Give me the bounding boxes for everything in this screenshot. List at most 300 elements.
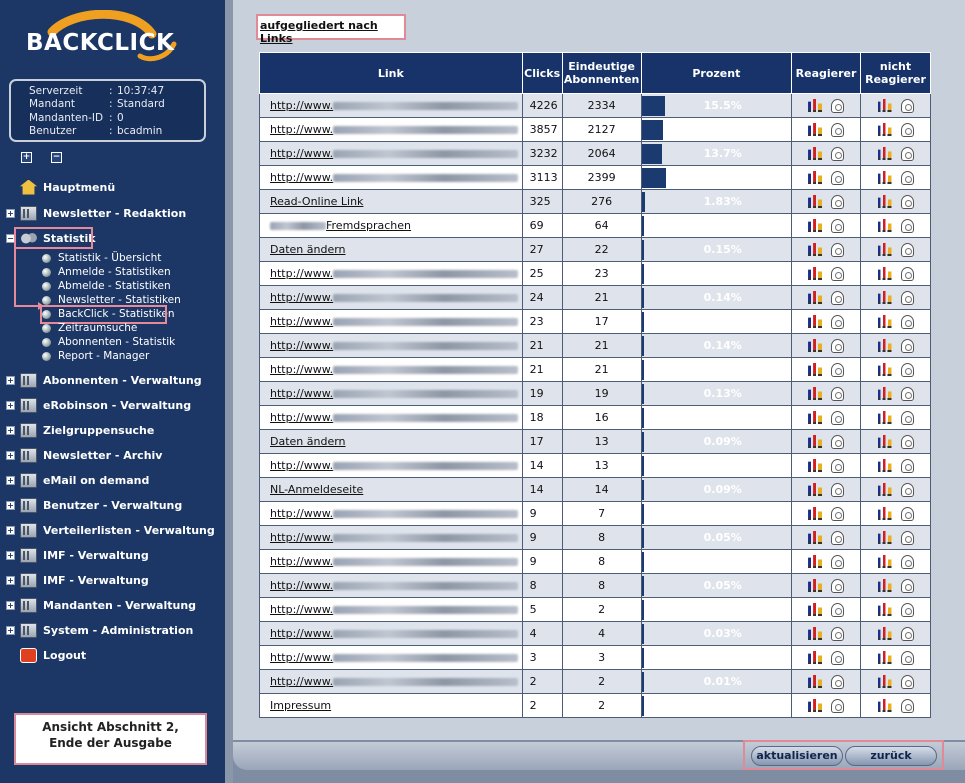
document-icon[interactable]	[901, 363, 914, 377]
percent-bar	[642, 192, 645, 212]
cabinet-icon	[20, 398, 37, 413]
submenu-backclick-statistiken[interactable]: BackClick - Statistiken	[42, 307, 175, 321]
document-icon[interactable]	[901, 171, 914, 185]
link-url[interactable]: http://www.	[270, 411, 518, 424]
submenu-abmelde-statistiken[interactable]: Abmelde - Statistiken	[42, 279, 171, 293]
bullet-icon	[42, 324, 51, 333]
document-icon[interactable]	[901, 555, 914, 569]
cell-reactors	[792, 478, 861, 502]
cell-nonreactors	[861, 382, 931, 406]
backclick-logo	[22, 10, 182, 70]
cell-clicks: 3232	[522, 142, 562, 166]
cell-reactors	[792, 454, 861, 478]
chart-icon[interactable]	[878, 651, 892, 664]
menu-newsletter-redaktion[interactable]: + Newsletter - Redaktion	[7, 206, 187, 220]
expand-icon[interactable]: +	[7, 400, 14, 410]
link-url[interactable]: http://www.	[270, 555, 518, 568]
chart-icon[interactable]	[878, 555, 892, 568]
cabinet-icon	[20, 623, 37, 638]
cell-reactors	[792, 670, 861, 694]
cell-unique: 19	[562, 382, 641, 406]
document-icon[interactable]	[831, 195, 844, 209]
link-url[interactable]: http://www.	[270, 171, 518, 184]
table-row	[260, 430, 931, 454]
expand-icon[interactable]: +	[7, 450, 14, 460]
document-icon[interactable]	[831, 123, 844, 137]
percent-text: 0.05%	[703, 555, 742, 568]
cell-unique: 13	[562, 430, 641, 454]
chart-icon[interactable]	[808, 219, 822, 232]
col-header-clicks: Clicks	[522, 53, 562, 94]
cell-unique: 3	[562, 646, 641, 670]
logout-icon	[20, 648, 37, 663]
chart-icon[interactable]	[808, 363, 822, 376]
link-url[interactable]: http://www.	[270, 339, 518, 352]
expand-icon[interactable]: +	[7, 375, 14, 385]
cell-percent	[641, 478, 791, 502]
document-icon[interactable]	[831, 675, 844, 689]
cabinet-icon	[20, 523, 37, 538]
table-header-row	[260, 53, 931, 94]
document-icon[interactable]	[831, 267, 844, 281]
percent-bar	[642, 216, 644, 236]
submenu-zeitraumsuche[interactable]: Zeitraumsuche	[42, 321, 137, 335]
table-row	[260, 262, 931, 286]
cell-nonreactors	[861, 430, 931, 454]
redacted-text	[333, 534, 518, 542]
cell-link	[260, 574, 523, 598]
chart-icon[interactable]	[878, 291, 892, 304]
cell-clicks: 14	[522, 454, 562, 478]
cell-unique: 8	[562, 526, 641, 550]
link-url[interactable]: http://www.	[270, 123, 518, 136]
submenu-abonnenten-statistik[interactable]: Abonnenten - Statistik	[42, 335, 175, 349]
document-icon[interactable]	[901, 579, 914, 593]
cell-reactors	[792, 310, 861, 334]
chart-icon[interactable]	[878, 219, 892, 232]
back-button[interactable]: zurück	[845, 746, 937, 766]
menu-abonnenten-verwaltung[interactable]: + Abonnenten - Verwaltung	[7, 373, 202, 387]
document-icon[interactable]	[831, 99, 844, 113]
chart-icon[interactable]	[808, 315, 822, 328]
collapse-icon[interactable]: −	[7, 233, 14, 243]
chart-icon[interactable]	[808, 507, 822, 520]
document-icon[interactable]	[901, 603, 914, 617]
chart-icon[interactable]	[878, 243, 892, 256]
menu-erobinson-verwaltung[interactable]: + eRobinson - Verwaltung	[7, 398, 192, 412]
cell-percent	[641, 430, 791, 454]
document-icon[interactable]	[901, 675, 914, 689]
cell-nonreactors	[861, 502, 931, 526]
chart-icon[interactable]	[808, 627, 822, 640]
percent-text: 0.11%	[703, 315, 742, 328]
link-url[interactable]: http://www.	[270, 603, 518, 616]
cell-nonreactors	[861, 286, 931, 310]
document-icon[interactable]	[901, 99, 914, 113]
chart-icon[interactable]	[808, 267, 822, 280]
redacted-text	[333, 630, 518, 638]
menu-imf-verwaltung-1[interactable]: + IMF - Verwaltung	[7, 548, 149, 562]
chart-icon[interactable]	[808, 531, 822, 544]
document-icon[interactable]	[831, 459, 844, 473]
chart-icon[interactable]	[878, 411, 892, 424]
cell-unique: 2	[562, 694, 641, 718]
cell-reactors	[792, 166, 861, 190]
link-url[interactable]: http://www.	[270, 315, 518, 328]
redacted-text	[333, 102, 518, 110]
cell-nonreactors	[861, 334, 931, 358]
expand-icon[interactable]: +	[7, 475, 14, 485]
annotation-note: Ansicht Abschnitt 2, Ende der Ausgabe	[14, 713, 207, 765]
document-icon[interactable]	[901, 627, 914, 641]
link-url[interactable]: http://www.	[270, 627, 518, 640]
document-icon[interactable]	[901, 459, 914, 473]
percent-bar	[642, 408, 644, 428]
expand-icon[interactable]: +	[7, 625, 14, 635]
chart-icon[interactable]	[808, 147, 822, 160]
document-icon[interactable]	[901, 219, 914, 233]
percent-text: 0.15%	[703, 243, 742, 256]
cell-link	[260, 406, 523, 430]
document-icon[interactable]	[831, 315, 844, 329]
document-icon[interactable]	[831, 243, 844, 257]
document-icon[interactable]	[901, 243, 914, 257]
chart-icon[interactable]	[878, 483, 892, 496]
link-url[interactable]: http://www.	[270, 267, 518, 280]
cell-unique: 2	[562, 670, 641, 694]
document-icon[interactable]	[831, 555, 844, 569]
document-icon[interactable]	[901, 291, 914, 305]
table-row	[260, 694, 931, 718]
chart-icon[interactable]	[808, 123, 822, 136]
document-icon[interactable]	[901, 651, 914, 665]
cell-clicks: 14	[522, 478, 562, 502]
link-url[interactable]: http://www.	[270, 363, 518, 376]
link-url[interactable]: http://www.	[270, 531, 518, 544]
percent-bar	[642, 312, 644, 332]
menu-imf-verwaltung-2[interactable]: + IMF - Verwaltung	[7, 573, 149, 587]
chart-icon[interactable]	[878, 363, 892, 376]
chart-icon[interactable]	[878, 123, 892, 136]
document-icon[interactable]	[831, 291, 844, 305]
chart-icon[interactable]	[878, 627, 892, 640]
percent-bar	[642, 384, 644, 404]
chart-icon[interactable]	[808, 459, 822, 472]
table-row	[260, 406, 931, 430]
chart-icon[interactable]	[878, 675, 892, 688]
chart-icon[interactable]	[808, 99, 822, 112]
link-url[interactable]: http://www.	[270, 147, 518, 160]
document-icon[interactable]	[831, 579, 844, 593]
highlight-statistik	[14, 227, 93, 249]
expand-icon[interactable]: +	[7, 550, 14, 560]
document-icon[interactable]	[901, 123, 914, 137]
cell-reactors	[792, 574, 861, 598]
chart-icon[interactable]	[808, 339, 822, 352]
document-icon[interactable]	[831, 339, 844, 353]
chart-icon[interactable]	[878, 603, 892, 616]
cell-unique: 8	[562, 574, 641, 598]
annotation-arrow	[12, 248, 46, 310]
expand-icon[interactable]: +	[7, 600, 14, 610]
cell-clicks: 69	[522, 214, 562, 238]
document-icon[interactable]	[901, 411, 914, 425]
percent-text: 0.09%	[703, 435, 742, 448]
link-url[interactable]: Read-Online Link	[270, 195, 364, 208]
document-icon[interactable]	[901, 387, 914, 401]
redacted-text	[270, 222, 326, 230]
link-url[interactable]: http://www.	[270, 507, 518, 520]
table-row	[260, 286, 931, 310]
document-icon[interactable]	[901, 267, 914, 281]
link-url[interactable]: Impressum	[270, 699, 332, 712]
document-icon[interactable]	[831, 411, 844, 425]
menu-statistik[interactable]: − Statistik	[7, 231, 96, 245]
info-row-user: Benutzer : bcadmin	[29, 124, 163, 137]
table-row	[260, 478, 931, 502]
redacted-text	[333, 318, 518, 326]
chart-icon[interactable]	[808, 243, 822, 256]
cell-percent	[641, 622, 791, 646]
chart-icon[interactable]	[808, 195, 822, 208]
cell-clicks: 3857	[522, 118, 562, 142]
document-icon[interactable]	[901, 699, 914, 713]
link-url[interactable]: http://www.	[270, 579, 518, 592]
chart-icon[interactable]	[878, 339, 892, 352]
refresh-button[interactable]: aktualisieren	[751, 746, 843, 766]
link-url[interactable]: http://www.	[270, 651, 518, 664]
link-url[interactable]: http://www.	[270, 291, 518, 304]
document-icon[interactable]	[831, 387, 844, 401]
cell-percent	[641, 646, 791, 670]
cell-percent	[641, 526, 791, 550]
cell-link	[260, 646, 523, 670]
chart-icon[interactable]	[878, 435, 892, 448]
cell-clicks: 24	[522, 286, 562, 310]
menu-verteilerlisten-verwaltung[interactable]: + Verteilerlisten - Verwaltung	[7, 523, 215, 537]
cell-reactors	[792, 526, 861, 550]
cell-link	[260, 94, 523, 118]
submenu-anmelde-statistiken[interactable]: Anmelde - Statistiken	[42, 265, 171, 279]
cell-link	[260, 670, 523, 694]
chart-icon[interactable]	[808, 387, 822, 400]
chart-icon[interactable]	[808, 603, 822, 616]
cell-unique: 2	[562, 598, 641, 622]
col-header-reactors: Reagierer	[792, 53, 861, 94]
percent-text: 0.09%	[703, 483, 742, 496]
sidebar	[0, 0, 225, 783]
expand-icon[interactable]: +	[7, 500, 14, 510]
document-icon[interactable]	[901, 531, 914, 545]
cell-clicks: 21	[522, 334, 562, 358]
expand-icon[interactable]: +	[7, 208, 14, 218]
cell-percent	[641, 214, 791, 238]
document-icon[interactable]	[901, 147, 914, 161]
submenu-newsletter-statistiken[interactable]: Newsletter - Statistiken	[42, 293, 181, 307]
document-icon[interactable]	[901, 315, 914, 329]
link-url[interactable]: http://www.	[270, 387, 518, 400]
document-icon[interactable]	[901, 339, 914, 353]
chart-icon[interactable]	[808, 675, 822, 688]
percent-bar	[642, 672, 644, 692]
info-row-mandant-id: Mandanten-ID : 0	[29, 111, 124, 124]
document-icon[interactable]	[831, 651, 844, 665]
cell-clicks: 19	[522, 382, 562, 406]
link-url[interactable]: http://www.	[270, 675, 518, 688]
cell-percent	[641, 310, 791, 334]
document-icon[interactable]	[901, 195, 914, 209]
cell-unique: 22	[562, 238, 641, 262]
document-icon[interactable]	[831, 603, 844, 617]
percent-bar	[642, 264, 644, 284]
menu-newsletter-archiv[interactable]: + Newsletter - Archiv	[7, 448, 163, 462]
cell-clicks: 4226	[522, 94, 562, 118]
chart-icon[interactable]	[878, 531, 892, 544]
chart-icon[interactable]	[878, 315, 892, 328]
document-icon[interactable]	[831, 483, 844, 497]
cell-link	[260, 430, 523, 454]
cell-unique: 23	[562, 262, 641, 286]
percent-text: 0.13%	[703, 387, 742, 400]
cell-reactors	[792, 118, 861, 142]
cabinet-icon	[20, 573, 37, 588]
chart-icon[interactable]	[878, 507, 892, 520]
document-icon[interactable]	[831, 531, 844, 545]
chart-icon[interactable]	[808, 411, 822, 424]
cell-nonreactors	[861, 550, 931, 574]
cell-link	[260, 454, 523, 478]
chart-icon[interactable]	[808, 651, 822, 664]
table-row	[260, 670, 931, 694]
link-url[interactable]: Fremdsprachen	[270, 219, 411, 232]
chart-icon[interactable]	[808, 435, 822, 448]
bullet-icon	[42, 338, 51, 347]
link-url[interactable]: Daten ändern	[270, 243, 346, 256]
chart-icon[interactable]	[808, 579, 822, 592]
document-icon[interactable]	[831, 363, 844, 377]
expand-icon[interactable]: +	[7, 525, 14, 535]
percent-bar	[642, 288, 644, 308]
menu-email-on-demand[interactable]: + eMail on demand	[7, 473, 150, 487]
link-url[interactable]: NL-Anmeldeseite	[270, 483, 364, 496]
chart-icon[interactable]	[878, 171, 892, 184]
logo-text: BACKCLICK	[26, 30, 175, 56]
chart-icon[interactable]	[808, 699, 822, 712]
chart-icon[interactable]	[808, 291, 822, 304]
cell-percent	[641, 550, 791, 574]
chart-icon[interactable]	[878, 195, 892, 208]
menu-benutzer-verwaltung[interactable]: + Benutzer - Verwaltung	[7, 498, 183, 512]
document-icon[interactable]	[831, 147, 844, 161]
menu-hauptmenue[interactable]: Hauptmenü	[6, 178, 115, 196]
col-header-unique: Eindeutige Abonnenten	[562, 53, 641, 94]
link-url[interactable]: http://www.	[270, 99, 518, 112]
percent-bar	[642, 504, 644, 524]
link-url[interactable]: Daten ändern	[270, 435, 346, 448]
expand-all-button[interactable]: +	[22, 152, 31, 162]
table-row	[260, 646, 931, 670]
document-icon[interactable]	[831, 699, 844, 713]
collapse-all-button[interactable]: −	[52, 152, 61, 162]
cell-clicks: 3	[522, 646, 562, 670]
percent-bar	[642, 552, 644, 572]
document-icon[interactable]	[901, 435, 914, 449]
cabinet-icon	[20, 448, 37, 463]
percent-bar	[642, 648, 644, 668]
table-row	[260, 94, 931, 118]
cell-clicks: 5	[522, 598, 562, 622]
document-icon[interactable]	[901, 483, 914, 497]
chart-icon[interactable]	[808, 171, 822, 184]
document-icon[interactable]	[831, 627, 844, 641]
document-icon[interactable]	[831, 219, 844, 233]
percent-text: 0.14%	[703, 363, 742, 376]
cell-percent	[641, 382, 791, 406]
cell-reactors	[792, 334, 861, 358]
menu-system-administration[interactable]: + System - Administration	[7, 623, 194, 637]
submenu-report-manager[interactable]: Report - Manager	[42, 349, 149, 363]
cell-nonreactors	[861, 142, 931, 166]
cell-percent	[641, 286, 791, 310]
chart-icon[interactable]	[878, 387, 892, 400]
redacted-text	[333, 654, 518, 662]
table-row	[260, 574, 931, 598]
chart-icon[interactable]	[878, 699, 892, 712]
percent-bar	[642, 696, 644, 716]
percent-text: 0.03%	[703, 627, 742, 640]
cabinet-icon	[20, 473, 37, 488]
document-icon[interactable]	[831, 435, 844, 449]
percent-bar	[642, 624, 644, 644]
chart-icon[interactable]	[878, 147, 892, 160]
chart-icon[interactable]	[878, 459, 892, 472]
document-icon[interactable]	[901, 507, 914, 521]
chart-icon[interactable]	[878, 267, 892, 280]
menu-logout[interactable]: Logout	[6, 646, 86, 664]
chart-icon[interactable]	[808, 555, 822, 568]
cell-reactors	[792, 694, 861, 718]
percent-text: 0.14%	[703, 291, 742, 304]
percent-bar	[642, 456, 644, 476]
cell-link	[260, 358, 523, 382]
link-url[interactable]: http://www.	[270, 459, 518, 472]
chart-icon[interactable]	[878, 99, 892, 112]
submenu-statistik-uebersicht[interactable]: Statistik - Übersicht	[42, 251, 161, 265]
document-icon[interactable]	[831, 507, 844, 521]
cell-link	[260, 142, 523, 166]
cell-link	[260, 622, 523, 646]
cell-percent	[641, 238, 791, 262]
cell-clicks: 21	[522, 358, 562, 382]
button-highlight	[743, 740, 944, 770]
document-icon[interactable]	[831, 171, 844, 185]
menu-mandanten-verwaltung[interactable]: + Mandanten - Verwaltung	[7, 598, 197, 612]
expand-icon[interactable]: +	[7, 575, 14, 585]
chart-icon[interactable]	[878, 579, 892, 592]
menu-zielgruppensuche[interactable]: + Zielgruppensuche	[7, 423, 155, 437]
redacted-text	[333, 582, 518, 590]
cell-reactors	[792, 550, 861, 574]
table-row	[260, 310, 931, 334]
expand-icon[interactable]: +	[7, 425, 14, 435]
heading-link[interactable]: aufgegliedert nach Links	[260, 19, 378, 45]
cell-reactors	[792, 502, 861, 526]
col-header-link: Link	[260, 53, 523, 94]
cell-nonreactors	[861, 118, 931, 142]
chart-icon[interactable]	[808, 483, 822, 496]
table-row	[260, 526, 931, 550]
cabinet-icon	[20, 498, 37, 513]
